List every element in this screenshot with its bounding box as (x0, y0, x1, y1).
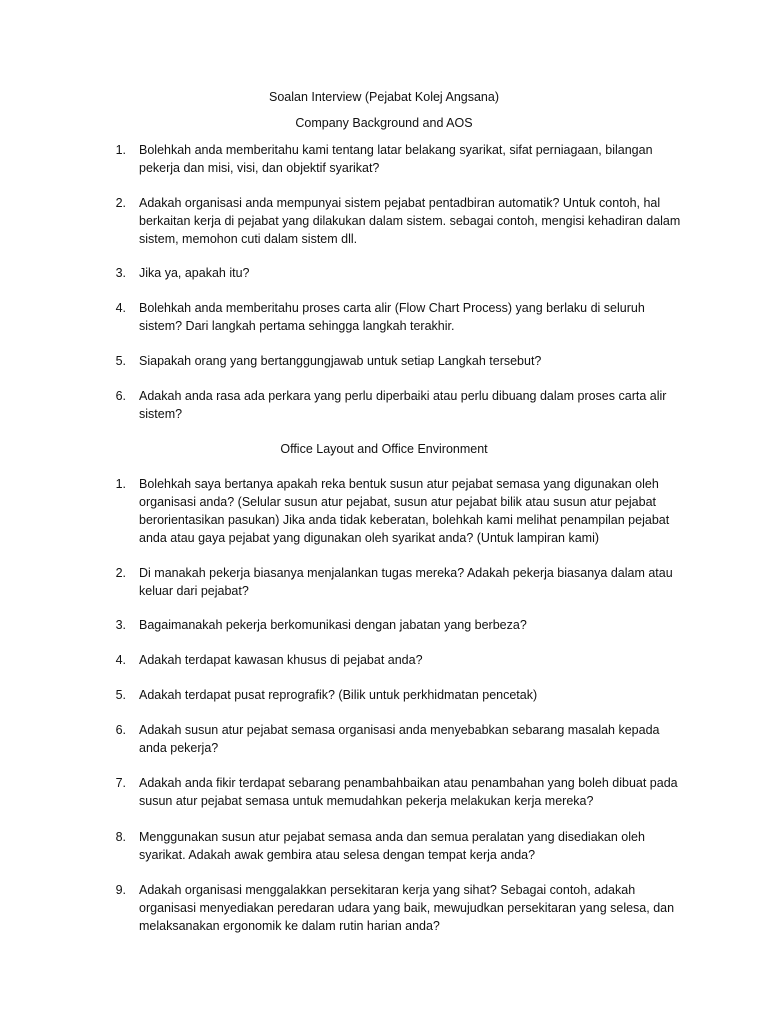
question-number: 5. (115, 688, 126, 702)
question-text: Menggunakan susun atur pejabat semasa anda dan semua peralatan yang disediakan oleh syarikat. Adakah awak gembira atau selesa dengan tempat kerja anda? (139, 830, 645, 862)
question-number: 6. (115, 389, 126, 403)
section-heading-company-background: Company Background and AOS (295, 116, 473, 130)
question-text: Adakah terdapat pusat reprografik? (Bilik untuk perkhidmatan pencetak) (139, 688, 538, 702)
question-text: Bolehkah anda memberitahu proses carta alir (Flow Chart Process) yang berlaku di seluruh sistem? Dari langkah pertama sehingga langkah terakhir. (139, 301, 645, 333)
question-number: 2. (115, 196, 126, 210)
question-number: 6. (115, 723, 126, 737)
question-text: Adakah organisasi anda mempunyai sistem pejabat pentadbiran automatik? Untuk contoh, hal berkaitan kerja di pejabat yang dilakukan dalam sistem. sebagai contoh, mengisi kehadiran dalam sistem, memohon cuti dalam sistem dll. (139, 196, 681, 246)
question-number: 8. (115, 830, 126, 844)
question-text: Adakah anda rasa ada perkara yang perlu diperbaiki atau perlu dibuang dalam proses carta alir sistem? (139, 389, 667, 421)
question-number: 3. (115, 618, 126, 632)
question-number: 1. (115, 143, 126, 157)
section-heading-office-layout: Office Layout and Office Environment (280, 442, 488, 456)
question-number: 4. (115, 301, 126, 315)
question-number: 5. (115, 354, 126, 368)
document-title: Soalan Interview (Pejabat Kolej Angsana) (268, 90, 499, 104)
question-number: 7. (115, 776, 126, 790)
question-number: 9. (115, 883, 126, 897)
question-text: Bolehkah anda memberitahu kami tentang latar belakang syarikat, sifat perniagaan, bilangan pekerja dan misi, visi, dan objektif syarikat? (139, 143, 653, 175)
question-text: Adakah susun atur pejabat semasa organisasi anda menyebabkan sebarang masalah kepada anda pekerja? (139, 723, 660, 755)
question-text: Siapakah orang yang bertanggungjawab untuk setiap Langkah tersebut? (139, 354, 542, 368)
question-text: Adakah anda fikir terdapat sebarang penambahbaikan atau penambahan yang boleh dibuat pada susun atur pejabat semasa untuk memudahkan pekerja melakukan kerja mereka? (139, 776, 678, 808)
question-text: Adakah terdapat kawasan khusus di pejabat anda? (139, 653, 423, 667)
question-text: Adakah organisasi menggalakkan persekitaran kerja yang sihat? Sebagai contoh, adakah organisasi menyediakan peredaran udara yang baik, mewujudkan persekitaran yang selesa, dan melaksanakan ergonomik ke dalam rutin harian anda? (139, 883, 675, 933)
question-text: Di manakah pekerja biasanya menjalankan tugas mereka? Adakah pekerja biasanya dalam atau keluar dari pejabat? (139, 566, 673, 598)
question-number: 3. (115, 266, 126, 280)
question-number: 2. (115, 566, 126, 580)
question-text: Bolehkah saya bertanya apakah reka bentuk susun atur pejabat semasa yang digunakan oleh organisasi anda? (Selular susun atur pejabat, susun atur pejabat bilik atau susun atur pejabat berorientasikan pasukan) Jika anda tidak keberatan, bolehkah kami melihat penampilan pejabat anda atau gaya pejabat yang digunakan oleh syarikat anda? (Untuk lampiran kami) (139, 477, 670, 545)
question-text: Jika ya, apakah itu? (139, 266, 250, 280)
question-text: Bagaimanakah pekerja berkomunikasi dengan jabatan yang berbeza? (139, 618, 527, 632)
question-number: 1. (115, 477, 126, 491)
question-number: 4. (115, 653, 126, 667)
